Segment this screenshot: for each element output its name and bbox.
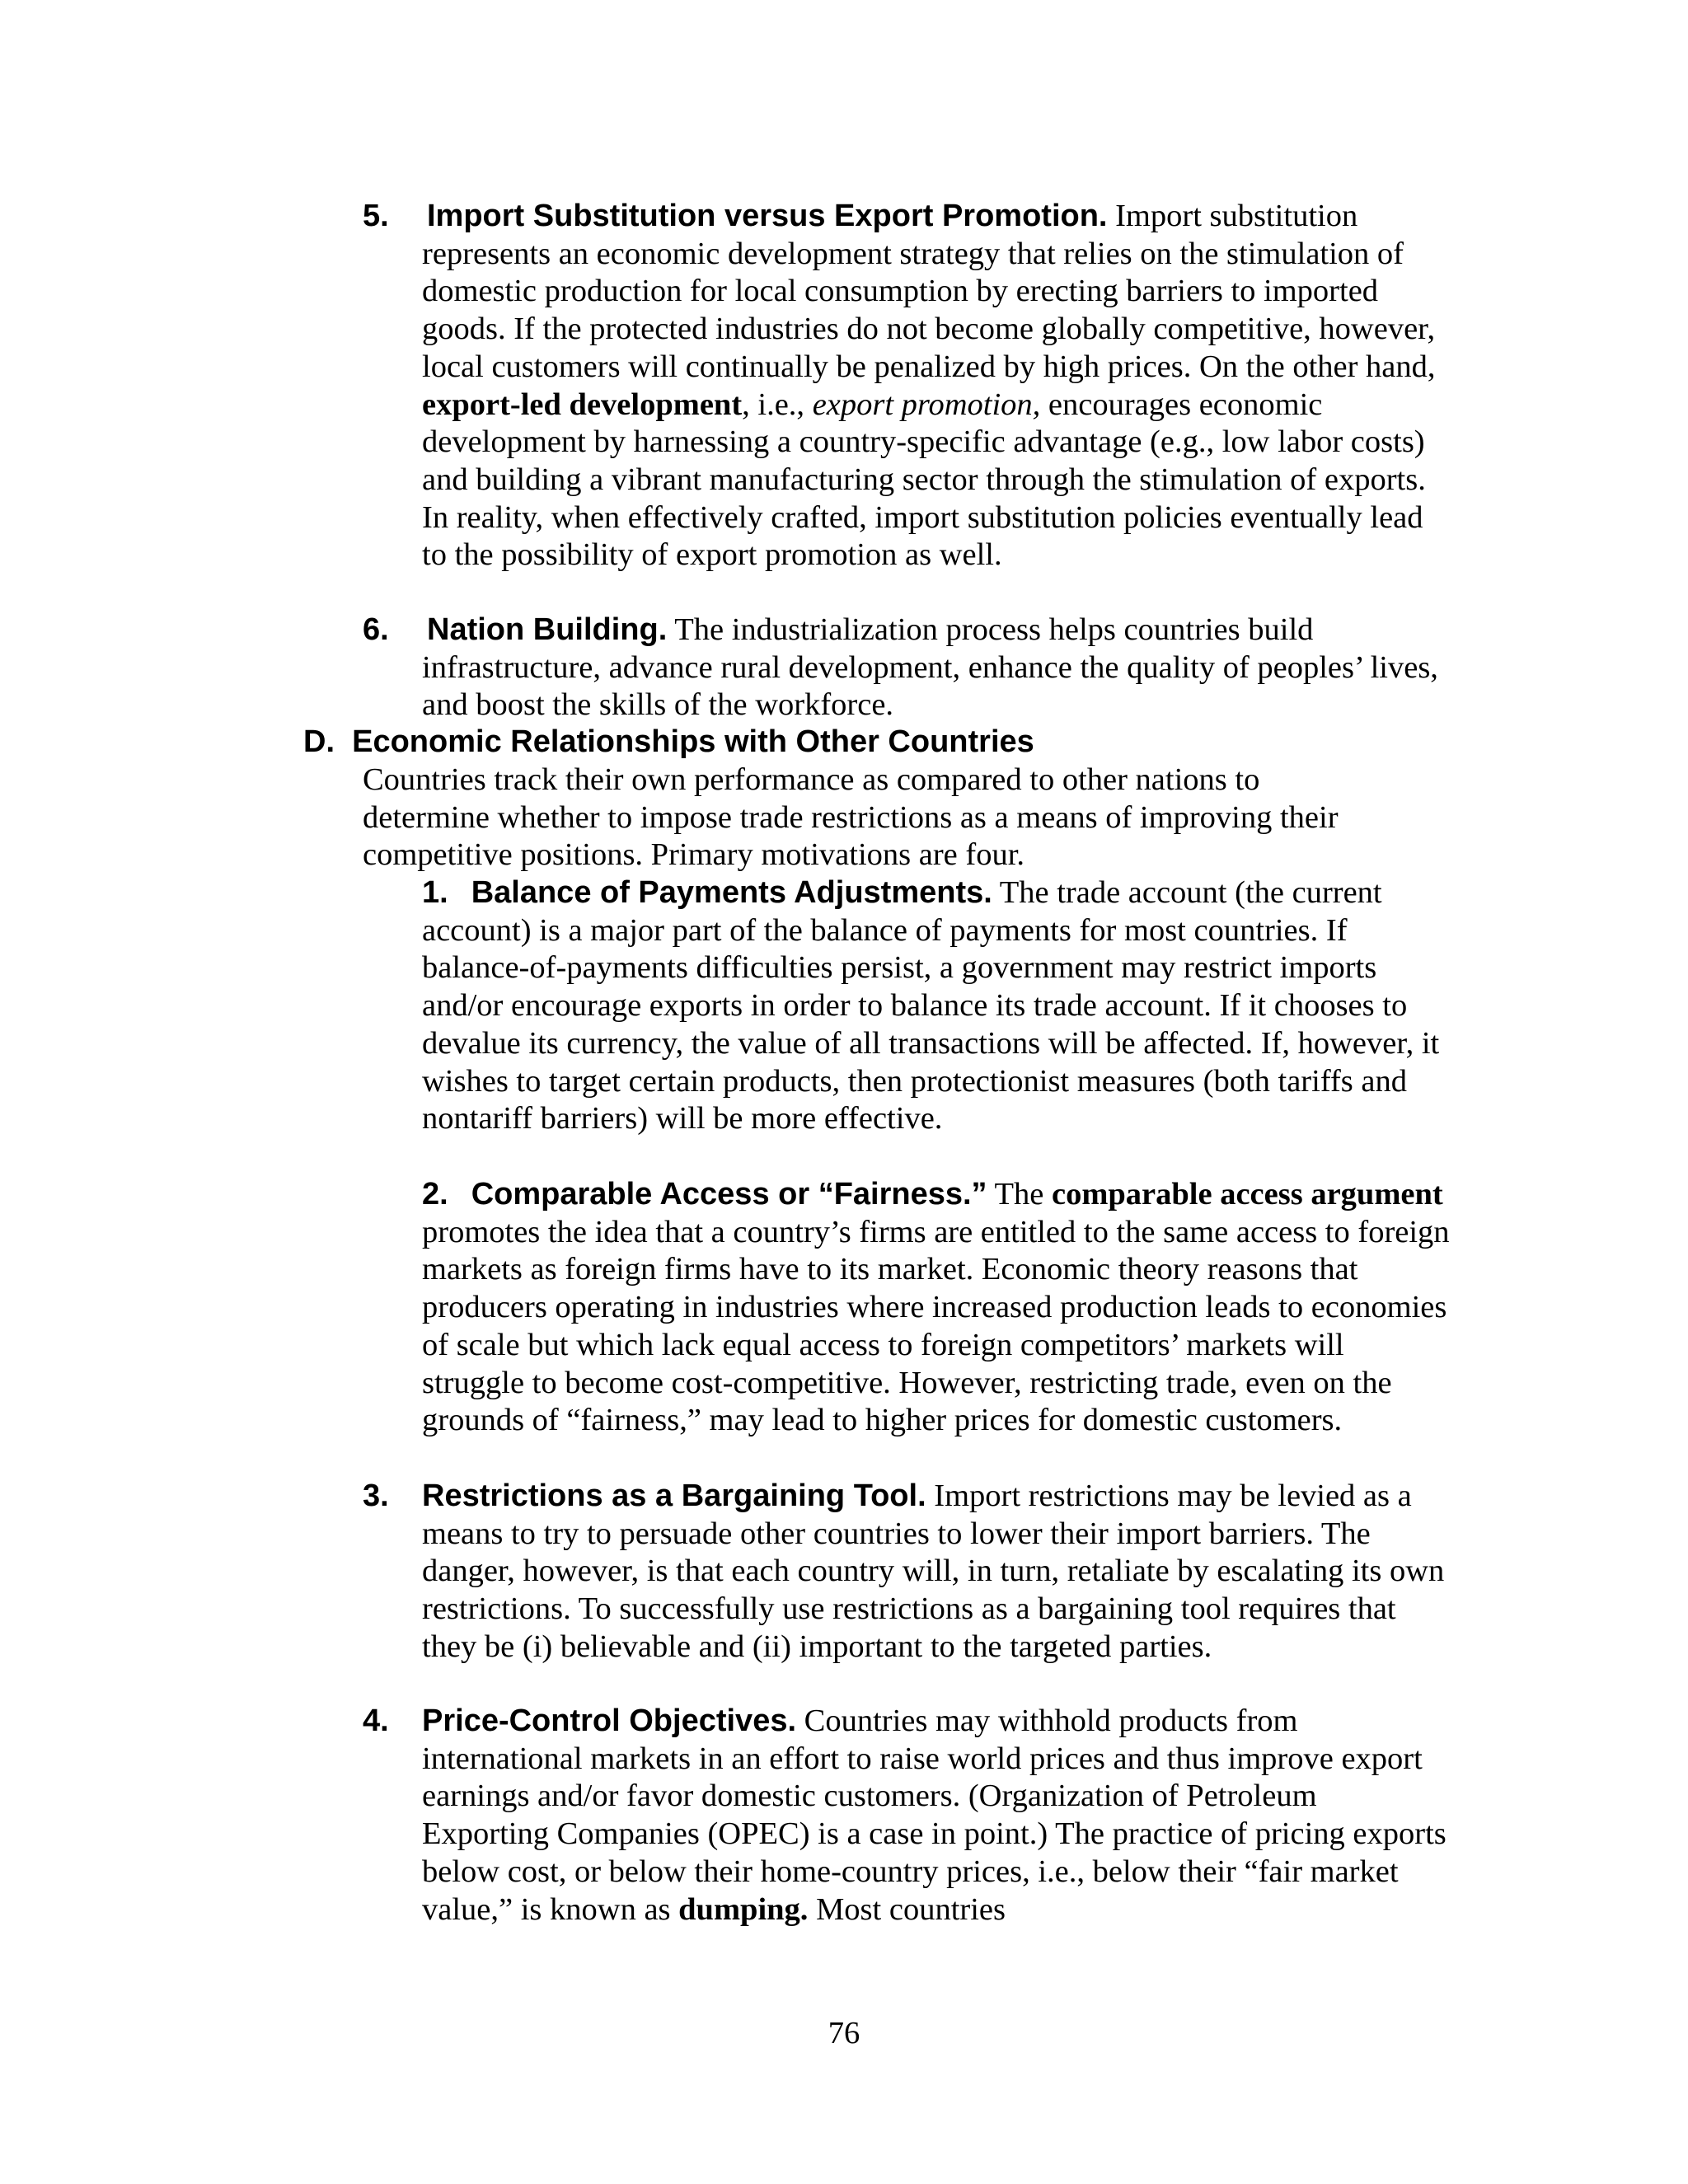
- list-item-comparable-access: [422, 1176, 1451, 1481]
- list-item-number: 1.: [422, 875, 448, 910]
- list-item-import-substitution: [363, 198, 1451, 614]
- list-item-price-control: [363, 1703, 1451, 1950]
- list-item-text: , i.e.,: [742, 387, 813, 422]
- key-term: export-led development: [422, 387, 743, 422]
- list-item-number: 6.: [363, 612, 389, 647]
- list-item-text: promotes the idea that a country’s firms are entitled to the same access to foreign markets as foreign firms have to its market. Economic theory reasons that producers operating in industries where increased production leads to economies of scale but which lack equal access to foreign competitors’ markets will struggle to become cost-competitive. However, restricting trade, even on the grounds of “fairness,” may lead to higher prices for domestic customers.: [422, 1214, 1450, 1438]
- list-item-number: 4.: [363, 1704, 389, 1738]
- list-item-number: 2.: [422, 1177, 448, 1212]
- list-item-text: The trade account (the current account) is a major part of the balance of payments for most countries. If balance-of-payments difficulties persist, a government may restrict imports and/or encourage exports in order to balance its trade account. If it chooses to devalue its currency, the value of all transactions will be affected. If, however, it wishes to target certain products, then protectionist measures (both tariffs and nontariff barriers) will be more effective.: [422, 875, 1440, 1137]
- list-item-paragraph: [422, 1176, 1451, 1440]
- list-item-balance-of-payments: [422, 874, 1451, 1179]
- list-item-text: Countries may withhold products from international markets in an effort to raise world prices and thus improve export earnings and/or favor domestic customers. (Organization of Petroleum Exporting Companies (OPEC) is a case in point.) The practice of pricing exports below cost, or below their home-country prices, i.e., below their “fair market value,” is known as: [422, 1704, 1447, 1927]
- list-item-text: encourages economic development by harnessing a country-specific advantage (e.g., low labor costs) and building a vibrant manufacturing sector through the stimulation of exports. In reality, when effectively crafted, import substitution policies eventually lead to the possibility of export promotion as well.: [422, 387, 1426, 573]
- list-item-nation-building: [363, 612, 1451, 727]
- list-item-paragraph: [422, 198, 1451, 574]
- section-intro-paragraph: Countries track their own performance as compared to other nations to determine whether to impose trade restrictions as a means of improving their competitive positions. Primary motivations are four.: [363, 762, 1339, 873]
- list-item-heading: Nation Building.: [427, 612, 668, 647]
- list-item-paragraph: [422, 612, 1451, 724]
- list-item-heading: Comparable Access or “Fairness.”: [471, 1177, 987, 1212]
- list-item-heading: Restrictions as a Bargaining Tool.: [422, 1479, 926, 1513]
- list-item-bargaining-tool: [363, 1478, 1451, 1708]
- list-item-text: Import restrictions may be levied as a means to try to persuade other countries to lower their import barriers. The danger, however, is that each country will, in turn, retaliate by escalating its own restrictions. To successfully use restrictions as a bargaining tool requires that they be (i) believable and (ii) important to the targeted parties.: [422, 1479, 1445, 1664]
- list-item-heading: Import Substitution versus Export Promotion.: [427, 199, 1108, 233]
- key-term: dumping.: [678, 1891, 809, 1927]
- key-term-italic: export promotion,: [812, 387, 1041, 422]
- list-item-paragraph: [422, 1478, 1451, 1666]
- list-item-heading: Price-Control Objectives.: [422, 1704, 797, 1738]
- list-item-text: Most countries: [808, 1891, 1006, 1927]
- list-item-number: 5.: [363, 199, 389, 233]
- list-item-heading: Balance of Payments Adjustments.: [471, 875, 992, 910]
- list-item-text: The industrialization process helps countries build infrastructure, advance rural development, enhance the quality of peoples’ lives, and boost the skills of the workforce.: [422, 612, 1438, 723]
- list-item-paragraph: [422, 874, 1451, 1138]
- list-item-text: Import substitution represents an economic development strategy that relies on the stimulation of domestic production for local consumption by erecting barriers to imported goods. If the protected industries do not become globally competitive, however, local customers will continually be penalized by high prices. On the other hand,: [422, 199, 1436, 384]
- list-item-paragraph: [422, 1703, 1451, 1929]
- key-term: comparable access argument: [1051, 1177, 1443, 1212]
- list-item-text: The: [987, 1177, 1052, 1212]
- list-item-number: 3.: [363, 1479, 389, 1513]
- section-heading: D. Economic Relationships with Other Countries: [303, 724, 1034, 759]
- page-number: 76: [828, 2016, 860, 2050]
